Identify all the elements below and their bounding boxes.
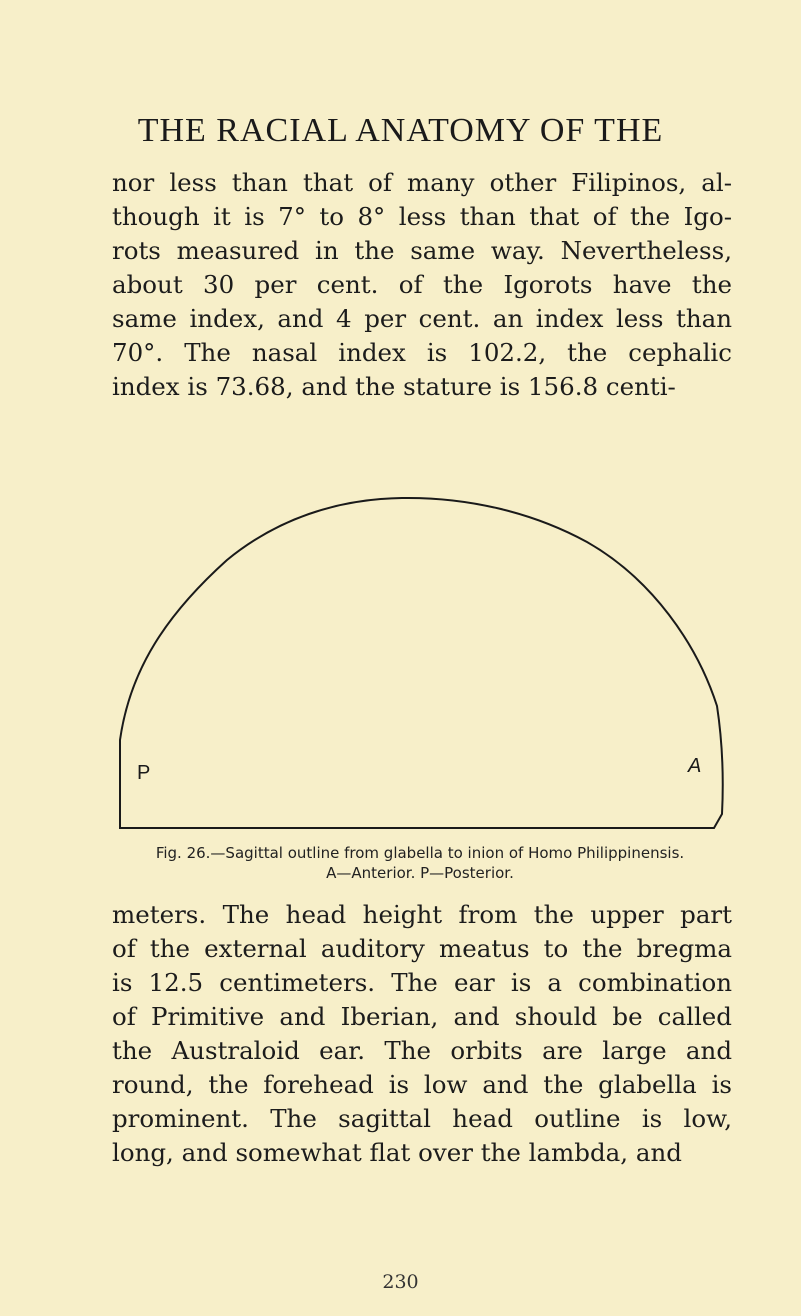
- figure-caption-title: Fig. 26.—Sagittal outline from glabella to inion of Homo Philippinensis.: [155, 844, 685, 862]
- paragraph-1-line-6: 70°. The nasal index is 102.2, the cephalic: [112, 338, 732, 367]
- paragraph-1-line-7: index is 73.68, and the stature is 156.8 centi-: [112, 372, 676, 401]
- paragraph-2-line-4: of Primitive and Iberian, and should be called: [112, 1002, 732, 1031]
- paragraph-2-line-5: the Australoid ear. The orbits are large and: [112, 1036, 732, 1065]
- paragraph-2-line-6: round, the forehead is low and the glabella is: [112, 1070, 732, 1099]
- paragraph-1-line-4: about 30 per cent. of the Igorots have the: [112, 270, 732, 299]
- figure-caption-legend: A—Anterior. P—Posterior.: [326, 864, 514, 882]
- sagittal-outline-figure: [112, 494, 736, 830]
- paragraph-2-line-2: of the external auditory meatus to the bregma: [112, 934, 732, 963]
- paragraph-1-line-1: nor less than that of many other Filipinos, al-: [112, 168, 732, 197]
- paragraph-2-line-3: is 12.5 centimeters. The ear is a combination: [112, 968, 732, 997]
- paragraph-1-line-2: though it is 7° to 8° less than that of the Igo-: [112, 202, 732, 231]
- sagittal-outline-drawing: [112, 494, 736, 830]
- paragraph-1-line-5: same index, and 4 per cent. an index less than: [112, 304, 732, 333]
- paragraph-2: [112, 898, 732, 1170]
- paragraph-2-line-7: prominent. The sagittal head outline is low,: [112, 1104, 732, 1133]
- anterior-label: A: [688, 755, 702, 777]
- page-number: 230: [382, 1271, 419, 1293]
- sagittal-outline-curve: [120, 498, 723, 828]
- posterior-label: P: [137, 762, 151, 784]
- paragraph-2-line-8: long, and somewhat flat over the lambda, and: [112, 1138, 682, 1167]
- running-head: THE RACIAL ANATOMY OF THE: [137, 112, 664, 149]
- paragraph-1: [112, 166, 732, 404]
- paragraph-2-line-1: meters. The head height from the upper part: [112, 900, 732, 929]
- paragraph-1-line-3: rots measured in the same way. Nevertheless,: [112, 236, 732, 265]
